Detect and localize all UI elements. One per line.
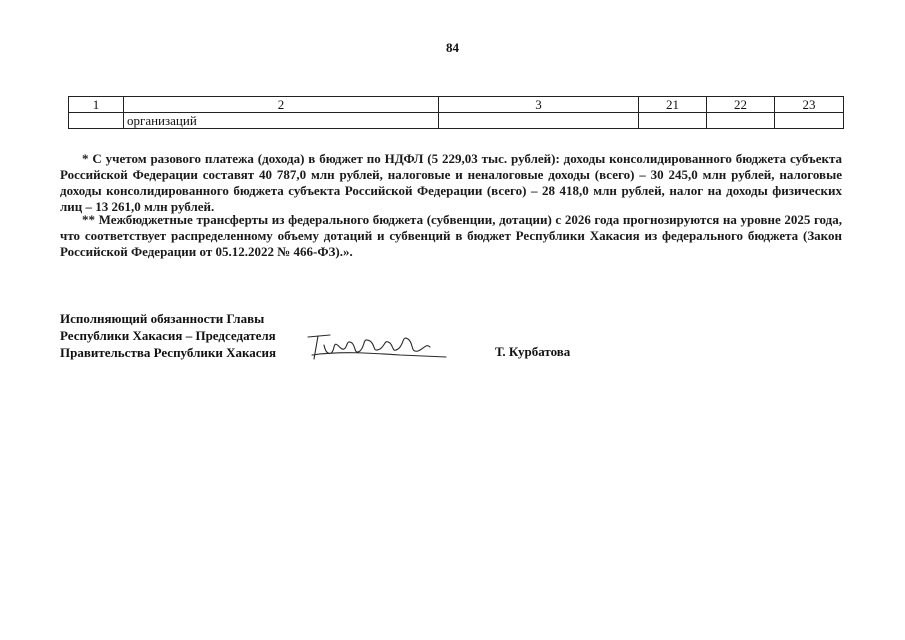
table-cell [775, 113, 844, 129]
table-header-cell: 23 [775, 97, 844, 113]
table-header-cell: 21 [639, 97, 707, 113]
position-line: Республики Хакасия – Председателя [60, 328, 276, 343]
table-row [69, 113, 844, 129]
signer-name: Т. Курбатова [495, 344, 571, 359]
table-header-row [69, 97, 844, 113]
footnote-text: ** Межбюджетные трансферты из федерального бюджета (субвенции, дотации) с 2026 года прогнозируются на уровне 2025 года, что соответствует распределенному объему дотаций и субвенций в бюджет Республики Хакасия из федерального бюджета (Закон Российской Федерации от 05.12.2022 № 466-ФЗ).». [60, 212, 842, 259]
position-line: Исполняющий обязанности Главы [60, 311, 265, 326]
table-cell: организаций [124, 113, 439, 129]
table-cell [707, 113, 775, 129]
page-number: 84 [446, 40, 459, 55]
handwritten-signature [300, 325, 450, 365]
position-line: Правительства Республики Хакасия [60, 345, 277, 360]
table-cell [69, 113, 124, 129]
table-header-cell: 3 [439, 97, 639, 113]
continuation-table [68, 96, 844, 129]
table-header-cell: 1 [69, 97, 124, 113]
table-header-cell: 2 [124, 97, 439, 113]
table-header-cell: 22 [707, 97, 775, 113]
footnote-text: * С учетом разового платежа (дохода) в бюджет по НДФЛ (5 229,03 тыс. рублей): доходы консолидированного бюджета субъекта Российской Федерации составят 40 787,0 млн рублей, налоговые и неналоговые доходы (всего) – 30 245,0 млн рублей, налоговые доходы консолидированного бюджета субъекта Российской Федерации (всего) – 28 418,0 млн рублей, налог на доходы физических лиц – 13 261,0 млн рублей. [60, 151, 842, 214]
footnote-double-asterisk [60, 212, 842, 260]
table-cell [439, 113, 639, 129]
signatory-position [60, 310, 276, 361]
footnote-single-asterisk [60, 151, 842, 215]
table-cell [639, 113, 707, 129]
